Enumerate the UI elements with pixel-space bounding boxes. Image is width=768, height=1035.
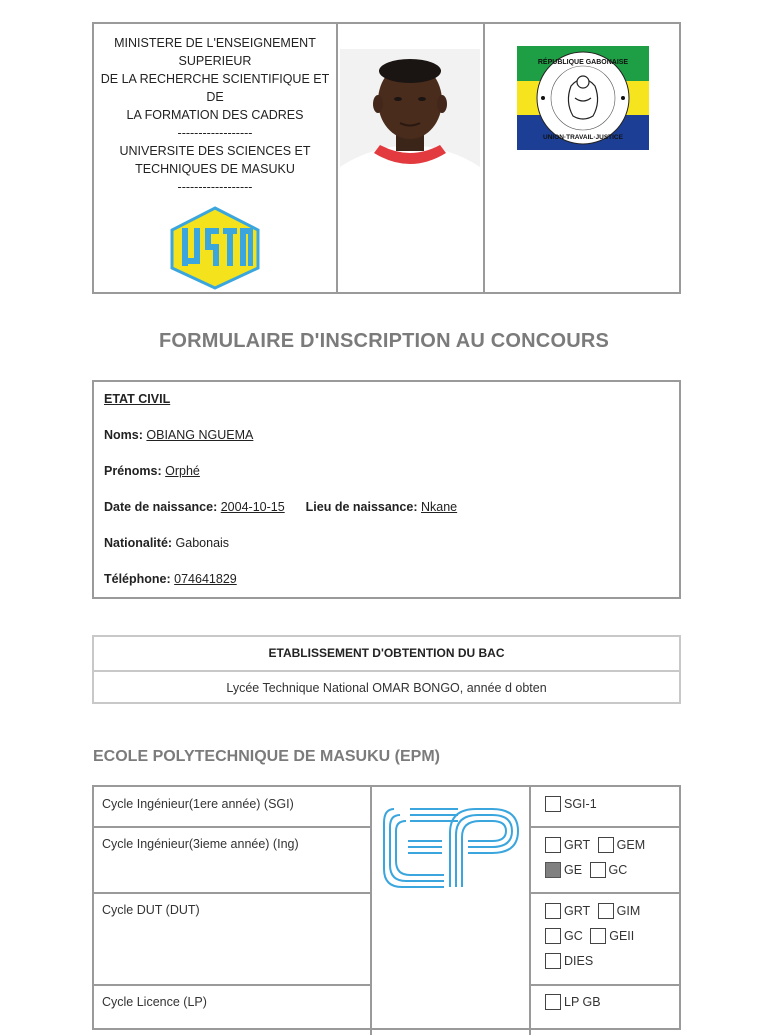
nationalite-label: Nationalité: (104, 536, 173, 550)
ministry-line: LA FORMATION DES CADRES (126, 108, 304, 122)
prenoms-value: Orphé (165, 464, 200, 478)
sgi-1-checkbox[interactable] (545, 794, 597, 814)
dut-gim-label: GIM (616, 904, 641, 918)
gem-label: GEM (616, 838, 646, 852)
pob-label: Lieu de naissance: (305, 500, 418, 514)
sgi-1-label: SGI-1 (564, 797, 597, 811)
dut-gim-checkbox[interactable] (598, 901, 641, 921)
lp-gb-label: LP GB (564, 995, 601, 1009)
gabon-emblem (517, 46, 649, 150)
dut-dies-checkbox[interactable] (545, 951, 593, 971)
checkbox-box[interactable] (598, 903, 614, 919)
dut-options-cell (529, 893, 679, 985)
applicant-photo (340, 49, 480, 187)
nationalite-value: Gabonais (175, 536, 230, 550)
ministry-line: MINISTERE DE L'ENSEIGNEMENT (114, 36, 316, 50)
dob-label: Date de naissance: (104, 500, 218, 514)
checkbox-box[interactable] (545, 837, 561, 853)
checkbox-box-checked[interactable] (545, 862, 561, 878)
cycle-dut-cell (94, 893, 372, 985)
checkbox-box[interactable] (545, 903, 561, 919)
cycle-sgi-cell (94, 787, 372, 827)
cycle-lp-cell (94, 985, 372, 1035)
epm-cycles-table (92, 785, 681, 1030)
grt-label: GRT (564, 838, 591, 852)
checkbox-box[interactable] (545, 953, 561, 969)
epm-title: ECOLE POLYTECHNIQUE DE MASUKU (EPM) (93, 748, 440, 765)
emblem-bottom-text: UNION·TRAVAIL·JUSTICE (543, 134, 623, 141)
ustm-logo (170, 206, 260, 290)
ministry-line: ------------------ (177, 126, 253, 140)
ministry-line: SUPERIEUR (178, 54, 252, 68)
gc-label: GC (608, 863, 628, 877)
ge-checkbox[interactable] (545, 860, 582, 880)
cycle-sgi-label: Cycle Ingénieur(1ere année) (SGI) (102, 797, 294, 811)
telephone-label: Téléphone: (104, 572, 171, 586)
checkbox-box[interactable] (598, 837, 614, 853)
checkbox-box[interactable] (590, 928, 606, 944)
noms-label: Noms: (104, 428, 143, 442)
lp-gb-checkbox[interactable] (545, 992, 601, 1012)
header-table (92, 22, 681, 294)
pob-value: Nkane (421, 500, 458, 514)
ministry-cell (94, 24, 338, 292)
dut-grt-label: GRT (564, 904, 591, 918)
checkbox-box[interactable] (545, 928, 561, 944)
cycle-ing-label: Cycle Ingénieur(3ieme année) (Ing) (102, 837, 299, 851)
bac-heading: ETABLISSEMENT D'OBTENTION DU BAC (94, 637, 679, 672)
dob-value: 2004-10-15 (220, 500, 285, 514)
emblem-cell (485, 24, 679, 292)
grt-checkbox[interactable] (545, 835, 590, 855)
dut-gc-label: GC (564, 929, 583, 943)
dut-geii-checkbox[interactable] (590, 926, 634, 946)
etat-civil-section (92, 380, 681, 599)
photo-cell (338, 24, 485, 292)
lp-options-cell (529, 985, 679, 1035)
checkbox-box[interactable] (545, 994, 561, 1010)
ustm-logo-text: USTM (170, 206, 173, 207)
ep-logo (380, 793, 522, 897)
dut-dies-label: DIES (564, 954, 594, 968)
dut-geii-label: GEII (609, 929, 635, 943)
ministry-line: ------------------ (177, 180, 253, 194)
cycle-dut-label: Cycle DUT (DUT) (102, 903, 200, 917)
checkbox-box[interactable] (590, 862, 606, 878)
sgi-options-cell (529, 787, 679, 827)
ing-options-cell (529, 827, 679, 893)
gem-checkbox[interactable] (598, 835, 645, 855)
etat-civil-heading: ETAT CIVIL (104, 392, 171, 406)
cycle-ing-cell (94, 827, 372, 893)
emblem-top-text: RÉPUBLIQUE GABONAISE (537, 59, 629, 66)
telephone-value: 074641829 (174, 572, 237, 586)
form-title: FORMULAIRE D'INSCRIPTION AU CONCOURS (158, 330, 610, 352)
dut-grt-checkbox[interactable] (545, 901, 590, 921)
ge-label: GE (564, 863, 583, 877)
cycle-lp-label: Cycle Licence (LP) (102, 995, 207, 1009)
bac-value: Lycée Technique National OMAR BONGO, année d obten (226, 681, 547, 695)
bac-section (92, 635, 681, 704)
noms-value: OBIANG NGUEMA (146, 428, 254, 442)
checkbox-box[interactable] (545, 796, 561, 812)
ministry-line: UNIVERSITE DES SCIENCES ET (119, 144, 311, 158)
ministry-line: TECHNIQUES DE MASUKU (135, 162, 295, 176)
ministry-line: DE LA RECHERCHE SCIENTIFIQUE ET DE (100, 72, 330, 104)
ep-logo-text: EP (380, 793, 382, 794)
dut-gc-checkbox[interactable] (545, 926, 583, 946)
gc-checkbox[interactable] (590, 860, 628, 880)
prenoms-label: Prénoms: (104, 464, 162, 478)
